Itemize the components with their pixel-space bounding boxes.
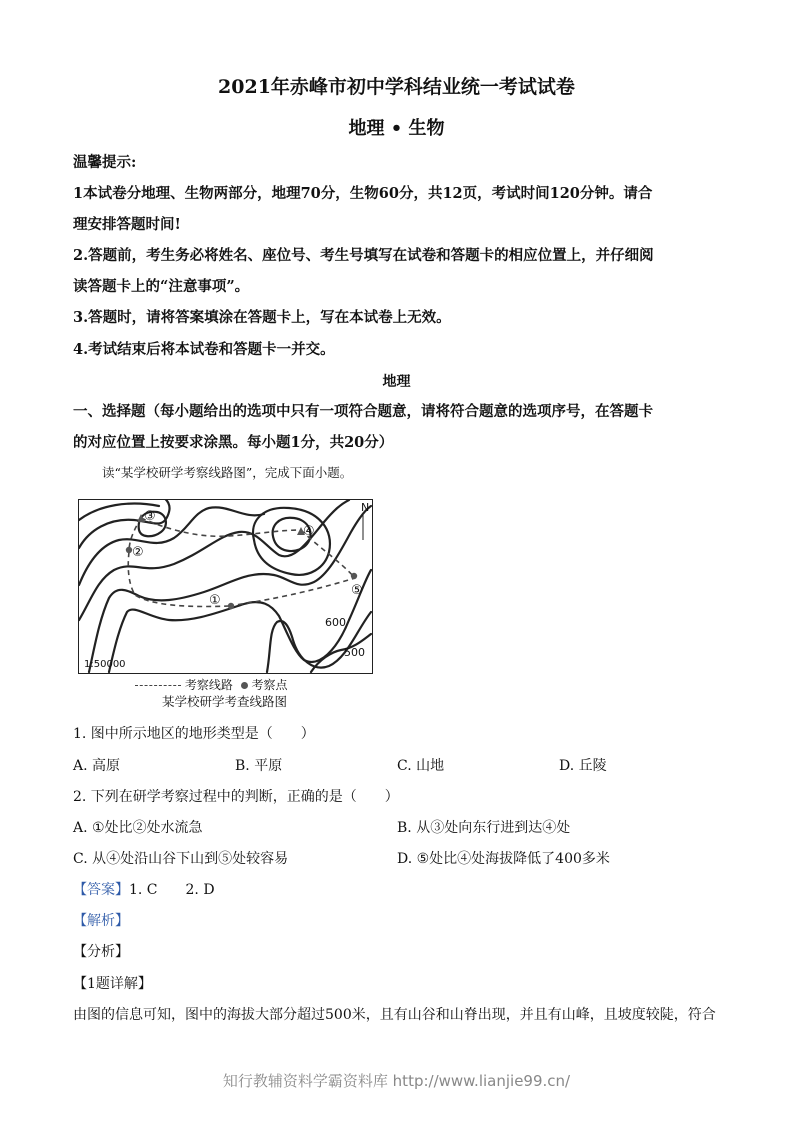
footer-watermark: 知行教辅资料学霸资料库 http://www.lianjie99.cn/ [222,1072,571,1090]
instruction: 读“某学校研学考察线路图”，完成下面小题。 [102,465,353,480]
label-point-1: ① [209,593,221,608]
tip-2-line-a: 2.答题前，考生务必将姓名、座位号、考生号填写在试卷和答题卡的相应位置上，并仔细阅 [73,247,654,264]
legend-route-swatch [135,685,181,686]
q1-option-b: B. 平原 [235,758,283,774]
q1-stem: 1. 图中所示地区的地形类型是（ ） [73,726,315,742]
legend-route-label: 考察线路 [184,678,233,692]
map-scale: 1:50000 [84,659,126,670]
q2-option-b: B. 从③处向东行进到达④处 [397,820,571,836]
section-heading-b: 的对应位置上按要求涂黑。每小题1分，共20分） [73,434,394,451]
q2-option-c: C. 从④处沿山谷下山到⑤处较容易 [73,851,289,867]
page-title: 2021年赤峰市初中学科结业统一考试试卷 [218,76,575,98]
q2-option-a: A. ①处比②处水流急 [73,820,203,836]
tip-1-line-b: 理安排答题时间! [73,216,181,233]
survey-point-1-marker [228,603,234,609]
q1-option-a: A. 高原 [73,758,121,774]
contour-line [79,500,170,548]
contour-label-600: 600 [325,616,346,629]
label-point-5: ⑤ [351,583,363,598]
tip-2-line-b: 读答题卡上的“注意事项”。 [73,278,250,295]
section-name: 地理 [382,374,411,390]
detail-tag: 【1题详解】 [73,976,152,992]
contour-label-500: 500 [344,646,365,659]
analysis-tag: 【解析】 [73,913,129,929]
q2-option-d: D. ⑤处比④处海拔降低了400多米 [397,851,610,867]
label-point-3: ③ [144,509,156,524]
map-caption: 某学校研学考查线路图 [162,694,288,709]
q1-option-c: C. 山地 [397,758,445,774]
tips-heading: 温馨提示: [73,154,137,171]
tip-4: 4.考试结束后将本试卷和答题卡一并交。 [73,341,335,358]
contour-map-svg [79,500,372,673]
fenxi-tag: 【分析】 [73,944,129,960]
legend-point-label: 考察点 [251,678,288,692]
map-legend [135,676,288,693]
answer-tag: 【答案】 [73,882,129,898]
label-point-4: ④ [303,524,315,539]
contour-map [78,499,373,674]
tip-1-line-a: 1本试卷分地理、生物两部分，地理70分，生物60分，共12页，考试时间120分钟。请合 [73,185,653,202]
survey-point-5-marker [351,573,357,579]
q2-stem: 2. 下列在研学考察过程中的判断，正确的是（ ） [73,789,399,805]
tip-3: 3.答题时，请将答案填涂在答题卡上，写在本试卷上无效。 [73,309,451,326]
page-subtitle: 地理 • 生物 [348,118,445,139]
label-point-2: ② [132,545,144,560]
q1-option-d: D. 丘陵 [559,758,607,774]
legend-point-swatch [241,682,248,689]
answer-text: 1. C 2. D [129,882,215,898]
answer-line [73,879,215,899]
section-heading-a: 一、选择题（每小题给出的选项中只有一项符合题意，请将符合题意的选项序号，在答题卡 [73,403,653,420]
contour-line [79,507,264,585]
north-label: N [361,501,370,514]
detail-text: 由图的信息可知，图中的海拔大部分超过500米，且有山谷和山脊出现，并且有山峰，且坡度较陡，符合 [73,1007,716,1023]
